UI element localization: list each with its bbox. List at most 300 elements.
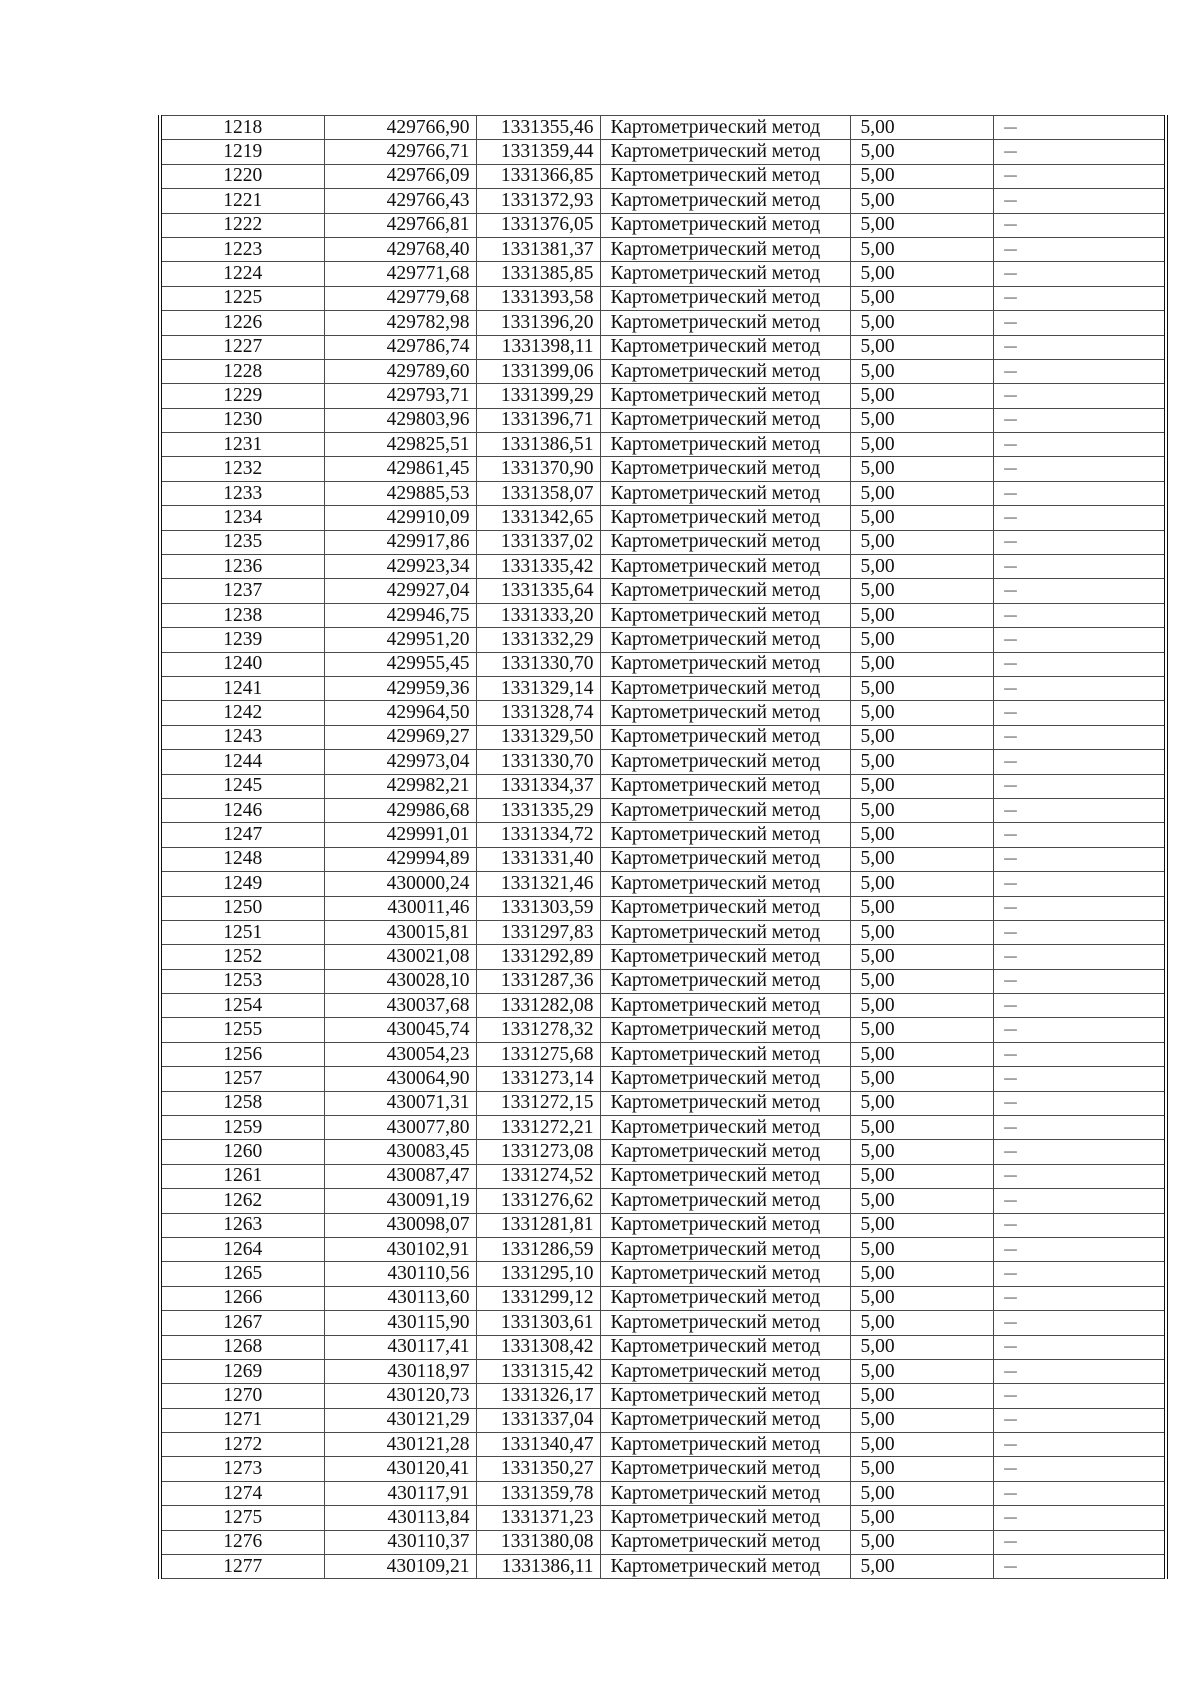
table-row xyxy=(160,1116,1166,1140)
method-cell: Картометрический метод xyxy=(600,237,850,261)
table-row xyxy=(160,1335,1166,1359)
point-number-cell: 1234 xyxy=(160,506,324,530)
method-cell: Картометрический метод xyxy=(600,847,850,871)
note-cell: — xyxy=(993,920,1166,944)
coordinates-table xyxy=(158,115,1168,1579)
point-number-cell: 1267 xyxy=(160,1311,324,1335)
accuracy-cell: 5,00 xyxy=(850,603,993,627)
note-cell: — xyxy=(993,433,1166,457)
note-cell: — xyxy=(993,555,1166,579)
point-number-cell: 1242 xyxy=(160,701,324,725)
coordinate-y-cell: 1331282,08 xyxy=(476,994,600,1018)
accuracy-cell: 5,00 xyxy=(850,1359,993,1383)
coordinate-x-cell: 430091,19 xyxy=(324,1189,476,1213)
point-number-cell: 1245 xyxy=(160,774,324,798)
table-row xyxy=(160,116,1166,140)
method-cell: Картометрический метод xyxy=(600,1384,850,1408)
coordinate-y-cell: 1331399,29 xyxy=(476,384,600,408)
method-cell: Картометрический метод xyxy=(600,628,850,652)
method-cell: Картометрический метод xyxy=(600,1408,850,1432)
accuracy-cell: 5,00 xyxy=(850,1555,993,1579)
accuracy-cell: 5,00 xyxy=(850,408,993,432)
table-row xyxy=(160,384,1166,408)
coordinate-y-cell: 1331398,11 xyxy=(476,335,600,359)
coordinate-x-cell: 429885,53 xyxy=(324,481,476,505)
method-cell: Картометрический метод xyxy=(600,1116,850,1140)
point-number-cell: 1246 xyxy=(160,798,324,822)
note-cell: — xyxy=(993,140,1166,164)
accuracy-cell: 5,00 xyxy=(850,384,993,408)
accuracy-cell: 5,00 xyxy=(850,1116,993,1140)
coordinate-y-cell: 1331330,70 xyxy=(476,750,600,774)
accuracy-cell: 5,00 xyxy=(850,1408,993,1432)
note-cell: — xyxy=(993,1530,1166,1554)
coordinate-x-cell: 429789,60 xyxy=(324,359,476,383)
method-cell: Картометрический метод xyxy=(600,969,850,993)
table-row xyxy=(160,1140,1166,1164)
accuracy-cell: 5,00 xyxy=(850,262,993,286)
coordinate-y-cell: 1331333,20 xyxy=(476,603,600,627)
table-row xyxy=(160,1262,1166,1286)
coordinate-x-cell: 430077,80 xyxy=(324,1116,476,1140)
method-cell: Картометрический метод xyxy=(600,1506,850,1530)
coordinate-y-cell: 1331303,61 xyxy=(476,1311,600,1335)
coordinate-y-cell: 1331358,07 xyxy=(476,481,600,505)
accuracy-cell: 5,00 xyxy=(850,359,993,383)
coordinate-x-cell: 430045,74 xyxy=(324,1018,476,1042)
point-number-cell: 1235 xyxy=(160,530,324,554)
coordinate-y-cell: 1331315,42 xyxy=(476,1359,600,1383)
point-number-cell: 1264 xyxy=(160,1237,324,1261)
accuracy-cell: 5,00 xyxy=(850,701,993,725)
coordinate-y-cell: 1331399,06 xyxy=(476,359,600,383)
table-row xyxy=(160,189,1166,213)
point-number-cell: 1266 xyxy=(160,1286,324,1310)
accuracy-cell: 5,00 xyxy=(850,1091,993,1115)
table-row xyxy=(160,506,1166,530)
accuracy-cell: 5,00 xyxy=(850,481,993,505)
coordinate-x-cell: 430120,41 xyxy=(324,1457,476,1481)
accuracy-cell: 5,00 xyxy=(850,847,993,871)
coordinate-x-cell: 430015,81 xyxy=(324,920,476,944)
table-row xyxy=(160,1213,1166,1237)
table-row xyxy=(160,1164,1166,1188)
note-cell: — xyxy=(993,1213,1166,1237)
accuracy-cell: 5,00 xyxy=(850,530,993,554)
point-number-cell: 1268 xyxy=(160,1335,324,1359)
point-number-cell: 1224 xyxy=(160,262,324,286)
table-row xyxy=(160,1091,1166,1115)
coordinate-x-cell: 429991,01 xyxy=(324,823,476,847)
coordinate-x-cell: 430098,07 xyxy=(324,1213,476,1237)
coordinate-y-cell: 1331297,83 xyxy=(476,920,600,944)
point-number-cell: 1256 xyxy=(160,1042,324,1066)
coordinate-x-cell: 429771,68 xyxy=(324,262,476,286)
coordinate-y-cell: 1331366,85 xyxy=(476,164,600,188)
coordinate-x-cell: 430028,10 xyxy=(324,969,476,993)
coordinate-y-cell: 1331359,44 xyxy=(476,140,600,164)
table-row xyxy=(160,433,1166,457)
point-number-cell: 1229 xyxy=(160,384,324,408)
point-number-cell: 1263 xyxy=(160,1213,324,1237)
method-cell: Картометрический метод xyxy=(600,1042,850,1066)
coordinate-y-cell: 1331340,47 xyxy=(476,1433,600,1457)
note-cell: — xyxy=(993,725,1166,749)
point-number-cell: 1262 xyxy=(160,1189,324,1213)
note-cell: — xyxy=(993,1481,1166,1505)
coordinate-x-cell: 429861,45 xyxy=(324,457,476,481)
method-cell: Картометрический метод xyxy=(600,359,850,383)
coordinate-y-cell: 1331328,74 xyxy=(476,701,600,725)
coordinate-x-cell: 430110,56 xyxy=(324,1262,476,1286)
point-number-cell: 1223 xyxy=(160,237,324,261)
coordinate-y-cell: 1331272,15 xyxy=(476,1091,600,1115)
note-cell: — xyxy=(993,237,1166,261)
method-cell: Картометрический метод xyxy=(600,506,850,530)
note-cell: — xyxy=(993,1067,1166,1091)
coordinate-x-cell: 429955,45 xyxy=(324,652,476,676)
coordinate-y-cell: 1331308,42 xyxy=(476,1335,600,1359)
note-cell: — xyxy=(993,359,1166,383)
coordinate-y-cell: 1331372,93 xyxy=(476,189,600,213)
note-cell: — xyxy=(993,774,1166,798)
coordinate-y-cell: 1331287,36 xyxy=(476,969,600,993)
note-cell: — xyxy=(993,457,1166,481)
coordinate-x-cell: 429959,36 xyxy=(324,676,476,700)
table-row xyxy=(160,750,1166,774)
note-cell: — xyxy=(993,1359,1166,1383)
note-cell: — xyxy=(993,335,1166,359)
accuracy-cell: 5,00 xyxy=(850,1457,993,1481)
point-number-cell: 1227 xyxy=(160,335,324,359)
coordinate-x-cell: 429803,96 xyxy=(324,408,476,432)
accuracy-cell: 5,00 xyxy=(850,994,993,1018)
method-cell: Картометрический метод xyxy=(600,1433,850,1457)
coordinate-x-cell: 430117,41 xyxy=(324,1335,476,1359)
point-number-cell: 1254 xyxy=(160,994,324,1018)
note-cell: — xyxy=(993,1042,1166,1066)
note-cell: — xyxy=(993,1189,1166,1213)
method-cell: Картометрический метод xyxy=(600,408,850,432)
accuracy-cell: 5,00 xyxy=(850,628,993,652)
point-number-cell: 1250 xyxy=(160,896,324,920)
point-number-cell: 1228 xyxy=(160,359,324,383)
coordinate-y-cell: 1331275,68 xyxy=(476,1042,600,1066)
coordinate-x-cell: 430037,68 xyxy=(324,994,476,1018)
point-number-cell: 1257 xyxy=(160,1067,324,1091)
table-row xyxy=(160,920,1166,944)
accuracy-cell: 5,00 xyxy=(850,140,993,164)
coordinate-y-cell: 1331396,71 xyxy=(476,408,600,432)
table-row xyxy=(160,1457,1166,1481)
table-row xyxy=(160,213,1166,237)
note-cell: — xyxy=(993,1018,1166,1042)
table-row xyxy=(160,140,1166,164)
coordinate-y-cell: 1331385,85 xyxy=(476,262,600,286)
coordinate-y-cell: 1331335,64 xyxy=(476,579,600,603)
note-cell: — xyxy=(993,1311,1166,1335)
coordinate-x-cell: 429786,74 xyxy=(324,335,476,359)
note-cell: — xyxy=(993,1116,1166,1140)
point-number-cell: 1253 xyxy=(160,969,324,993)
method-cell: Картометрический метод xyxy=(600,262,850,286)
note-cell: — xyxy=(993,1457,1166,1481)
note-cell: — xyxy=(993,872,1166,896)
coordinate-x-cell: 429766,09 xyxy=(324,164,476,188)
table-row xyxy=(160,311,1166,335)
coordinate-x-cell: 429766,81 xyxy=(324,213,476,237)
accuracy-cell: 5,00 xyxy=(850,237,993,261)
table-row xyxy=(160,1433,1166,1457)
point-number-cell: 1270 xyxy=(160,1384,324,1408)
point-number-cell: 1243 xyxy=(160,725,324,749)
method-cell: Картометрический метод xyxy=(600,1018,850,1042)
point-number-cell: 1274 xyxy=(160,1481,324,1505)
table-row xyxy=(160,652,1166,676)
table-row xyxy=(160,994,1166,1018)
coordinate-y-cell: 1331278,32 xyxy=(476,1018,600,1042)
note-cell: — xyxy=(993,896,1166,920)
table-row xyxy=(160,945,1166,969)
method-cell: Картометрический метод xyxy=(600,1311,850,1335)
coordinate-y-cell: 1331386,51 xyxy=(476,433,600,457)
coordinate-y-cell: 1331376,05 xyxy=(476,213,600,237)
note-cell: — xyxy=(993,798,1166,822)
note-cell: — xyxy=(993,847,1166,871)
note-cell: — xyxy=(993,530,1166,554)
coordinate-y-cell: 1331286,59 xyxy=(476,1237,600,1261)
method-cell: Картометрический метод xyxy=(600,1530,850,1554)
coordinate-x-cell: 429946,75 xyxy=(324,603,476,627)
coordinate-x-cell: 430113,84 xyxy=(324,1506,476,1530)
table-row xyxy=(160,457,1166,481)
coordinate-x-cell: 430115,90 xyxy=(324,1311,476,1335)
method-cell: Картометрический метод xyxy=(600,164,850,188)
coordinate-x-cell: 429951,20 xyxy=(324,628,476,652)
coordinate-x-cell: 429923,34 xyxy=(324,555,476,579)
note-cell: — xyxy=(993,286,1166,310)
note-cell: — xyxy=(993,384,1166,408)
note-cell: — xyxy=(993,1384,1166,1408)
coordinate-y-cell: 1331295,10 xyxy=(476,1262,600,1286)
point-number-cell: 1241 xyxy=(160,676,324,700)
point-number-cell: 1259 xyxy=(160,1116,324,1140)
coordinate-y-cell: 1331342,65 xyxy=(476,506,600,530)
point-number-cell: 1265 xyxy=(160,1262,324,1286)
coordinate-y-cell: 1331331,40 xyxy=(476,847,600,871)
accuracy-cell: 5,00 xyxy=(850,798,993,822)
coordinate-y-cell: 1331329,14 xyxy=(476,676,600,700)
coordinate-y-cell: 1331337,04 xyxy=(476,1408,600,1432)
table-row xyxy=(160,1506,1166,1530)
note-cell: — xyxy=(993,1237,1166,1261)
point-number-cell: 1240 xyxy=(160,652,324,676)
table-row xyxy=(160,774,1166,798)
method-cell: Картометрический метод xyxy=(600,140,850,164)
note-cell: — xyxy=(993,1164,1166,1188)
table-row xyxy=(160,1067,1166,1091)
table-row xyxy=(160,1311,1166,1335)
accuracy-cell: 5,00 xyxy=(850,1530,993,1554)
table-row xyxy=(160,725,1166,749)
point-number-cell: 1237 xyxy=(160,579,324,603)
method-cell: Картометрический метод xyxy=(600,286,850,310)
accuracy-cell: 5,00 xyxy=(850,1286,993,1310)
coordinate-x-cell: 430087,47 xyxy=(324,1164,476,1188)
table-row xyxy=(160,628,1166,652)
method-cell: Картометрический метод xyxy=(600,1359,850,1383)
table-row xyxy=(160,1018,1166,1042)
note-cell: — xyxy=(993,969,1166,993)
method-cell: Картометрический метод xyxy=(600,823,850,847)
accuracy-cell: 5,00 xyxy=(850,969,993,993)
point-number-cell: 1261 xyxy=(160,1164,324,1188)
method-cell: Картометрический метод xyxy=(600,1091,850,1115)
accuracy-cell: 5,00 xyxy=(850,652,993,676)
coordinate-y-cell: 1331334,37 xyxy=(476,774,600,798)
table-row xyxy=(160,969,1166,993)
method-cell: Картометрический метод xyxy=(600,555,850,579)
method-cell: Картометрический метод xyxy=(600,1555,850,1579)
point-number-cell: 1248 xyxy=(160,847,324,871)
note-cell: — xyxy=(993,189,1166,213)
method-cell: Картометрический метод xyxy=(600,676,850,700)
method-cell: Картометрический метод xyxy=(600,116,850,140)
table-row xyxy=(160,823,1166,847)
note-cell: — xyxy=(993,1262,1166,1286)
coordinate-y-cell: 1331332,29 xyxy=(476,628,600,652)
table-row xyxy=(160,530,1166,554)
accuracy-cell: 5,00 xyxy=(850,335,993,359)
coordinate-x-cell: 429910,09 xyxy=(324,506,476,530)
method-cell: Картометрический метод xyxy=(600,1067,850,1091)
method-cell: Картометрический метод xyxy=(600,335,850,359)
coordinate-x-cell: 429986,68 xyxy=(324,798,476,822)
coordinate-x-cell: 430113,60 xyxy=(324,1286,476,1310)
accuracy-cell: 5,00 xyxy=(850,555,993,579)
coordinate-x-cell: 429927,04 xyxy=(324,579,476,603)
table-row xyxy=(160,1359,1166,1383)
table-row xyxy=(160,1384,1166,1408)
coordinate-y-cell: 1331299,12 xyxy=(476,1286,600,1310)
method-cell: Картометрический метод xyxy=(600,1457,850,1481)
coordinate-y-cell: 1331371,23 xyxy=(476,1506,600,1530)
table-row xyxy=(160,676,1166,700)
method-cell: Картометрический метод xyxy=(600,1481,850,1505)
coordinate-x-cell: 430064,90 xyxy=(324,1067,476,1091)
point-number-cell: 1272 xyxy=(160,1433,324,1457)
table-row xyxy=(160,359,1166,383)
point-number-cell: 1231 xyxy=(160,433,324,457)
point-number-cell: 1219 xyxy=(160,140,324,164)
point-number-cell: 1275 xyxy=(160,1506,324,1530)
coordinate-y-cell: 1331335,42 xyxy=(476,555,600,579)
table-row xyxy=(160,1286,1166,1310)
method-cell: Картометрический метод xyxy=(600,750,850,774)
coordinate-x-cell: 429982,21 xyxy=(324,774,476,798)
coordinate-y-cell: 1331273,14 xyxy=(476,1067,600,1091)
table-row xyxy=(160,286,1166,310)
accuracy-cell: 5,00 xyxy=(850,213,993,237)
note-cell: — xyxy=(993,945,1166,969)
note-cell: — xyxy=(993,164,1166,188)
table-row xyxy=(160,701,1166,725)
accuracy-cell: 5,00 xyxy=(850,1213,993,1237)
point-number-cell: 1238 xyxy=(160,603,324,627)
note-cell: — xyxy=(993,311,1166,335)
table-row xyxy=(160,1555,1166,1579)
accuracy-cell: 5,00 xyxy=(850,1433,993,1457)
note-cell: — xyxy=(993,701,1166,725)
method-cell: Картометрический метод xyxy=(600,311,850,335)
coordinate-x-cell: 430021,08 xyxy=(324,945,476,969)
table-row xyxy=(160,1189,1166,1213)
coordinate-x-cell: 429917,86 xyxy=(324,530,476,554)
note-cell: — xyxy=(993,603,1166,627)
method-cell: Картометрический метод xyxy=(600,433,850,457)
accuracy-cell: 5,00 xyxy=(850,1189,993,1213)
coordinates-table-body xyxy=(160,116,1166,1579)
method-cell: Картометрический метод xyxy=(600,1286,850,1310)
accuracy-cell: 5,00 xyxy=(850,1506,993,1530)
point-number-cell: 1221 xyxy=(160,189,324,213)
point-number-cell: 1271 xyxy=(160,1408,324,1432)
table-row xyxy=(160,1237,1166,1261)
accuracy-cell: 5,00 xyxy=(850,189,993,213)
point-number-cell: 1220 xyxy=(160,164,324,188)
method-cell: Картометрический метод xyxy=(600,579,850,603)
point-number-cell: 1230 xyxy=(160,408,324,432)
coordinate-y-cell: 1331350,27 xyxy=(476,1457,600,1481)
coordinate-y-cell: 1331321,46 xyxy=(476,872,600,896)
coordinate-y-cell: 1331386,11 xyxy=(476,1555,600,1579)
note-cell: — xyxy=(993,408,1166,432)
method-cell: Картометрический метод xyxy=(600,603,850,627)
note-cell: — xyxy=(993,676,1166,700)
note-cell: — xyxy=(993,628,1166,652)
point-number-cell: 1225 xyxy=(160,286,324,310)
table-row xyxy=(160,262,1166,286)
coordinate-x-cell: 429973,04 xyxy=(324,750,476,774)
coordinate-x-cell: 429766,71 xyxy=(324,140,476,164)
method-cell: Картометрический метод xyxy=(600,994,850,1018)
method-cell: Картометрический метод xyxy=(600,213,850,237)
coordinate-y-cell: 1331370,90 xyxy=(476,457,600,481)
method-cell: Картометрический метод xyxy=(600,701,850,725)
accuracy-cell: 5,00 xyxy=(850,920,993,944)
coordinate-y-cell: 1331326,17 xyxy=(476,1384,600,1408)
coordinate-y-cell: 1331330,70 xyxy=(476,652,600,676)
note-cell: — xyxy=(993,1408,1166,1432)
method-cell: Картометрический метод xyxy=(600,530,850,554)
method-cell: Картометрический метод xyxy=(600,481,850,505)
note-cell: — xyxy=(993,116,1166,140)
coordinate-y-cell: 1331276,62 xyxy=(476,1189,600,1213)
method-cell: Картометрический метод xyxy=(600,652,850,676)
accuracy-cell: 5,00 xyxy=(850,457,993,481)
point-number-cell: 1260 xyxy=(160,1140,324,1164)
coordinate-x-cell: 430121,28 xyxy=(324,1433,476,1457)
coordinate-x-cell: 430121,29 xyxy=(324,1408,476,1432)
accuracy-cell: 5,00 xyxy=(850,676,993,700)
coordinate-x-cell: 430071,31 xyxy=(324,1091,476,1115)
accuracy-cell: 5,00 xyxy=(850,1481,993,1505)
point-number-cell: 1244 xyxy=(160,750,324,774)
note-cell: — xyxy=(993,579,1166,603)
accuracy-cell: 5,00 xyxy=(850,725,993,749)
accuracy-cell: 5,00 xyxy=(850,433,993,457)
coordinate-y-cell: 1331337,02 xyxy=(476,530,600,554)
